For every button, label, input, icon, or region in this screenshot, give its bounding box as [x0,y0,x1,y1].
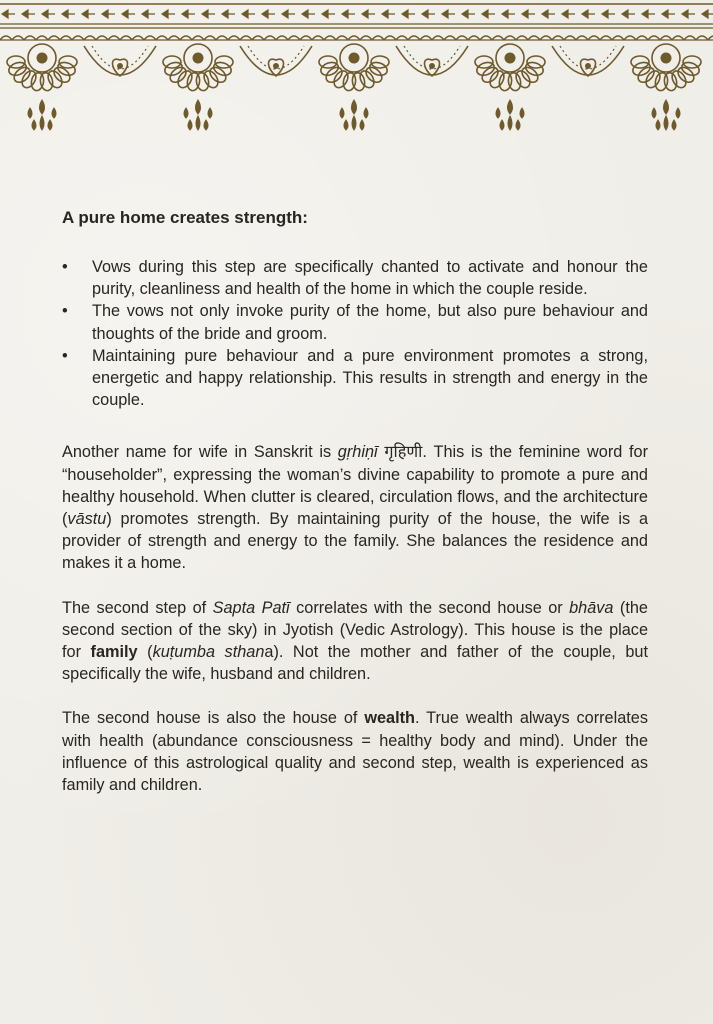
bold-term: wealth [364,709,415,728]
border-arrow-mark [202,10,215,18]
border-arrow-mark [582,10,595,18]
border-arrow-mark [442,10,455,18]
border-arch-motif [240,46,312,76]
border-arrow-mark [122,10,135,18]
paragraph-second-step [62,597,648,686]
page-content [62,206,648,818]
bullet-dot: • [62,302,68,321]
border-arrow-mark [542,10,555,18]
list-item [62,300,648,344]
border-arrow-mark [2,10,15,18]
border-arrow-mark [502,10,515,18]
sanskrit-term: Sapta Patī [212,598,290,617]
border-arrow-mark [622,10,635,18]
border-arrow-mark [22,10,35,18]
border-arrow-mark [322,10,335,18]
border-arrow-mark [62,10,75,18]
text-run: (the second section of the sky) in Jyotish (Vedic Astrology). This house is the place for [62,598,648,662]
border-arrow-mark [42,10,55,18]
border-arrow-mark [342,10,355,18]
border-arrow-mark [302,10,315,18]
border-arch-motif [552,46,624,76]
text-run: ) promotes strength. By maintaining purity of the house, the wife is a provider of strength and energy to the family. She balances the residence and makes it a home. [62,510,648,573]
border-arrow-mark [262,10,275,18]
sanskrit-term: gṛhiṇī [337,443,378,462]
border-flower-motif [163,44,233,130]
border-arrow-mark [562,10,575,18]
text-run: The second house is also the house of [62,709,365,728]
text-run: ). Not the mother and father of the couple, but specifically the wife, husband and children. [62,643,648,684]
border-flower-motif [631,44,701,130]
border-arrow-mark [662,10,675,18]
text-run: The second step of [62,598,213,617]
text-run: ( [137,643,153,662]
border-arrow-mark [402,10,415,18]
border-flower-motif [319,44,389,130]
sanskrit-term: bhāva [569,598,614,617]
list-item [62,345,648,412]
border-arrow-mark [182,10,195,18]
paragraph-wife-sanskrit [62,441,648,574]
border-arrow-mark [362,10,375,18]
border-arrow-mark [482,10,495,18]
bullet-list [62,256,648,411]
bullet-dot: • [62,346,68,365]
border-arrow-mark [162,10,175,18]
border-arrow-mark [382,10,395,18]
border-arrow-mark [142,10,155,18]
border-arch-motif [396,46,468,76]
paragraph-wealth [62,707,648,796]
text-run: a [264,643,274,662]
border-arrow-mark [282,10,295,18]
border-arrow-mark [242,10,255,18]
bullet-dot: • [62,258,68,276]
text-run: . True wealth always correlates with health (abundance consciousness = healthy body and mind). Under the influence of this astrological quality and second step, wealth is experienced as family and children. [62,709,648,795]
border-arrow-mark [222,10,235,18]
bold-term: family [90,643,138,662]
border-arrow-mark [702,10,713,18]
list-item [62,256,648,300]
devanagari-term: गृहिणी [377,443,423,462]
mehndi-border-ornament [0,0,713,140]
border-flower-motif [475,44,545,130]
text-run: . This is the feminine word for “householder”, expressing the woman’s divine capability to promote a pure and healthy household. When clutter is cleared, circulation flows, and the architecture ( [62,443,648,529]
bullet-text: Maintaining pure behaviour and a pure environment promotes a strong, energetic and happy relationship. This results in strength and energy in the couple. [92,346,648,410]
sanskrit-term: vāstu [67,510,107,529]
border-arrow-mark [682,10,695,18]
border-arrow-mark [522,10,535,18]
border-arrow-mark [642,10,655,18]
text-run: Another name for wife in Sanskrit is [62,443,338,462]
text-run: correlates with the second house or [289,598,570,617]
border-arrow-mark [462,10,475,18]
border-arrow-mark [602,10,615,18]
border-flower-motif [7,44,77,130]
border-arrow-mark [82,10,95,18]
bullet-text: Vows during this step are specifically chanted to activate and honour the purity, cleanliness and health of the home in which the couple reside. [92,258,648,299]
border-arrow-mark [422,10,435,18]
border-arrow-mark [102,10,115,18]
bullet-text: The vows not only invoke purity of the home, but also pure behaviour and thoughts of the bride and groom. [92,302,648,343]
section-heading: A pure home creates strength: [62,208,308,227]
sanskrit-term: kuṭumba sthan [152,643,265,662]
border-arch-motif [84,46,156,76]
